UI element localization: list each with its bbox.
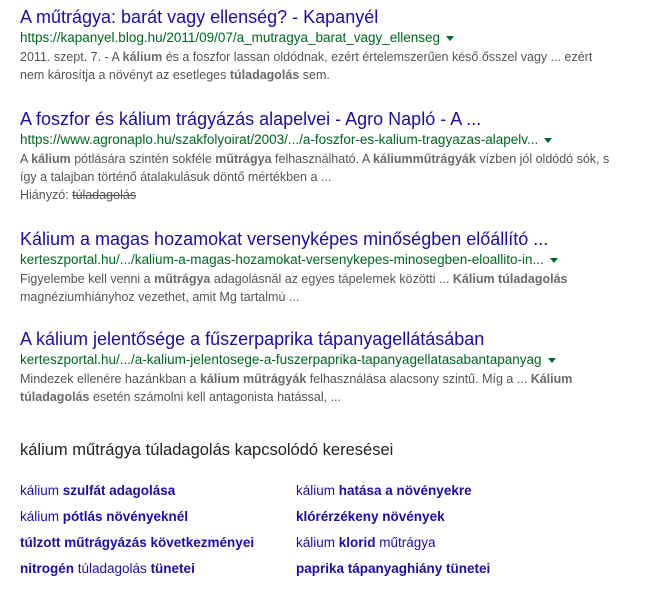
result-url: kerteszportal.hu/.../a-kalium-jelentosege-a-fuszerpaprika-tapanyagellatasabantapanyag (20, 352, 542, 367)
highlighted-term: klórérzékeny növények (296, 509, 445, 524)
snippet-text: magnéziumhiányhoz vezethet, amit Mg tartalmú ... (20, 290, 300, 304)
related-search-item[interactable] (296, 482, 472, 500)
snippet-text: pótlására szintén sokféle (70, 152, 216, 166)
snippet-text: vízben jól oldódó sók, s így a talajban történő átalakulásuk döntő mértékben a ... (20, 152, 610, 184)
result-snippet (20, 48, 610, 84)
result-url: kerteszportal.hu/.../kalium-a-magas-hozamokat-versenykepes-minosegben-eloallito-in... (20, 252, 544, 267)
related-search-item[interactable] (20, 534, 254, 552)
snippet-text: 2011. szept. 7. - A (20, 50, 123, 64)
result-4 (20, 328, 650, 406)
result-snippet (20, 370, 610, 406)
related-searches (20, 438, 640, 576)
related-search-item[interactable] (296, 508, 445, 526)
snippet-text: kálium (296, 535, 339, 550)
result-url-row (20, 29, 650, 47)
highlighted-term: műtrágya (215, 152, 272, 166)
related-search-item[interactable] (20, 508, 188, 526)
result-snippet (20, 150, 610, 186)
related-search-item[interactable] (20, 482, 175, 500)
related-search-item[interactable] (20, 560, 195, 578)
result-title[interactable]: A műtrágya: barát vagy ellenség? - Kapanyél (20, 7, 379, 27)
related-searches-title: kálium műtrágya túladagolás kapcsolódó keresései (20, 441, 394, 459)
highlighted-term: műtrágya (154, 272, 211, 286)
missing-label: Hiányzó: (20, 188, 69, 202)
highlighted-term: nitrogén (20, 561, 74, 576)
highlighted-term: szulfát adagolása (62, 483, 176, 498)
related-search-item[interactable] (296, 534, 436, 552)
result-title[interactable]: A foszfor és kálium trágyázás alapelvei - Agro Napló - A ... (20, 109, 482, 129)
highlighted-term: túladagolás (229, 68, 300, 82)
snippet-text: adagolásnál az egyes tápelemek közötti ... (210, 272, 453, 286)
result-title[interactable]: Kálium a magas hozamokat versenyképes minőségben előállító ... (20, 229, 549, 249)
highlighted-term: káliumműtrágyák (373, 152, 476, 166)
snippet-text: felhasználható. A (271, 152, 374, 166)
result-2 (20, 108, 650, 204)
result-3 (20, 228, 650, 306)
snippet-text: műtrágya (375, 535, 436, 550)
snippet-text: kálium (20, 483, 63, 498)
highlighted-term: paprika tápanyaghiány tünetei (296, 561, 491, 576)
snippet-text: Mindezek ellenére hazánkban a (20, 372, 200, 386)
result-title[interactable]: A kálium jelentősége a fűszerpaprika tápanyagellátásában (20, 329, 485, 349)
result-url-row (20, 251, 650, 269)
caret-down-icon[interactable] (544, 138, 552, 143)
snippet-text: felhasználása alacsony szintű. Míg a ... (306, 372, 531, 386)
snippet-text: kálium (20, 509, 63, 524)
missing-term: túladagolás (72, 188, 137, 202)
caret-down-icon[interactable] (548, 358, 556, 363)
highlighted-term: Kálium túladagolás (452, 272, 568, 286)
snippet-text: sem. (299, 68, 330, 82)
highlighted-term: túlzott műtrágyázás következményei (20, 535, 255, 550)
highlighted-term: kálium műtrágyák (199, 372, 307, 386)
caret-down-icon[interactable] (446, 36, 454, 41)
result-url: https://kapanyel.blog.hu/2011/09/07/a_mutragya_barat_vagy_ellenseg (20, 30, 441, 45)
highlighted-term: pótlás növényeknél (62, 509, 189, 524)
snippet-text: Figyelembe kell venni a (20, 272, 155, 286)
result-url-row (20, 351, 650, 369)
highlighted-term: hatása a növényekre (338, 483, 472, 498)
caret-down-icon[interactable] (550, 258, 558, 263)
related-search-item[interactable] (296, 560, 490, 578)
snippet-text: kálium (296, 483, 339, 498)
highlighted-term: kálium (31, 152, 71, 166)
result-url: https://www.agronaplo.hu/szakfolyoirat/2003/.../a-foszfor-es-kalium-tragyazas-alapelv... (20, 132, 539, 147)
snippet-text: A (20, 152, 32, 166)
highlighted-term: klorid (338, 535, 376, 550)
highlighted-term: Kálium túladagolás (20, 372, 573, 404)
result-url-row (20, 131, 650, 149)
result-1 (20, 6, 650, 84)
snippet-text: esetén számolni kell antagonista hatással, ... (89, 390, 342, 404)
snippet-text: és a foszfor lassan oldódnak, ezért értelemszerűen késő ősszel vagy ... ezért nem károsítja a növényt az esetleges (20, 50, 593, 82)
result-snippet (20, 270, 610, 306)
highlighted-term: kálium (122, 50, 163, 64)
highlighted-term: tünetei (150, 561, 195, 576)
snippet-text: túladagolás (74, 561, 151, 576)
missing-terms (20, 186, 650, 204)
